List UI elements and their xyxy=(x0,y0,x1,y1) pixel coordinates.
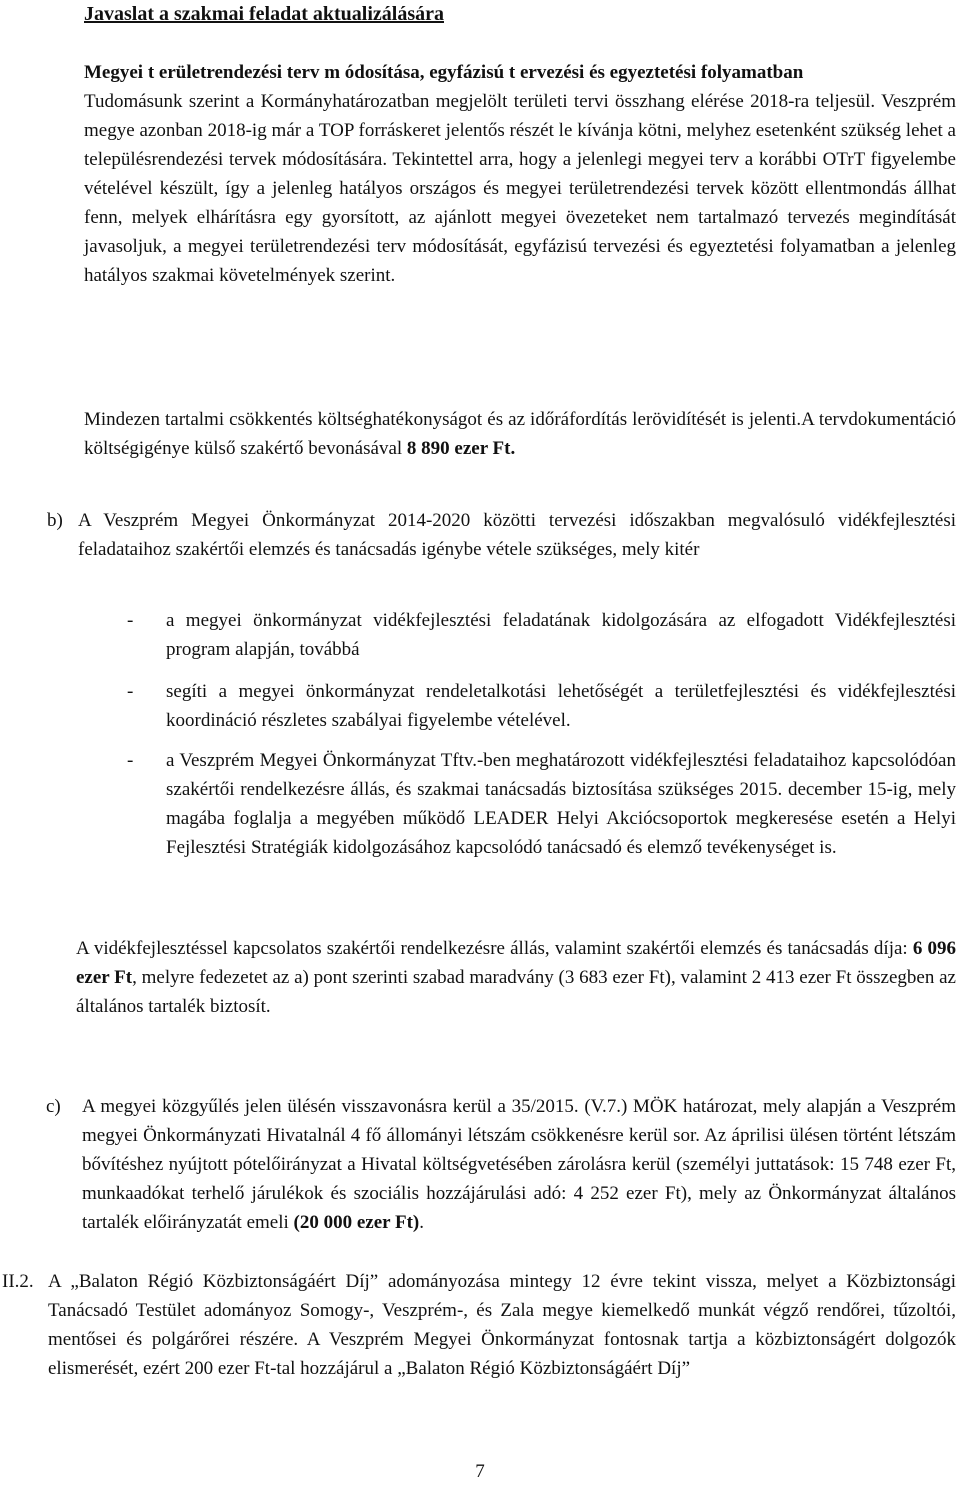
section-ii2-marker: II.2. xyxy=(2,1271,34,1292)
section-a xyxy=(84,58,956,290)
bullet-marker: - xyxy=(127,750,134,771)
bullet-marker: - xyxy=(127,681,134,702)
section-a-paragraph: Tudomásunk szerint a Kormányhatározatban megjelölt területi tervi összhang elérése 2018-ra teljesül. Veszprém megye azonban 2018-ig már a TOP forráskeret jelentős részét le kívánja kötni, melyhez esetenként szükség lehet a településrendezési tervek módosítására. Tekintettel arra, hogy a jelenlegi megyei terv a korábbi OTrT figyelembe vételével készült, így a jelenleg hatályos országos és megyei területrendezési tervek között ellentmondás állhat fenn, melyek elhárításra egy gyorsított, az ajánlott megyei övezeteket nem tartalmazó tervezés megindítását javasoljuk, a megyei területrendezési terv módosítását, egyfázisú tervezési és egyeztetési folyamatban a jelenleg hatályos szakmai követelmények szerint. xyxy=(84,91,956,286)
section-c-text: . xyxy=(419,1212,425,1233)
fee-text: A vidékfejlesztéssel kapcsolatos szakértői rendelkezésre állás, valamint szakértői elemzés és tanácsadás díja: xyxy=(76,938,913,959)
section-b-intro: A Veszprém Megyei Önkormányzat 2014-2020 közötti tervezési időszakban megvalósuló vidékfejlesztési feladataihoz szakértői elemzés és tanácsadás igénybe vétele szükséges, mely kitér xyxy=(78,510,956,560)
section-a-cost-paragraph xyxy=(84,405,956,463)
section-b-fee-paragraph xyxy=(76,934,956,1021)
fee-amount: 6 096 ezer Ft xyxy=(76,938,956,988)
page-number: 7 xyxy=(475,1461,485,1482)
section-c-paragraph xyxy=(82,1092,956,1237)
section-c-text: A megyei közgyűlés jelen ülésén visszavonásra kerül a 35/2015. (V.7.) MÖK határozat, mely alapján a Veszprém megyei Önkormányzati Hivatalnál 4 fő állományi létszám csökkenésre kerül sor. Az áprilisi ülésen történt létszám bővítéshez nyújtott pótelőirányzat a Hivatal költségvetésében zárolásra kerül (személyi juttatások: 15 748 ezer Ft, munkaadókat terhelő járulékok és szociális hozzájárulási adó: 4 252 ezer Ft), mely az Önkormányzat általános tartalék előirányzatát emeli xyxy=(82,1096,956,1233)
section-c-amount: (20 000 ezer Ft) xyxy=(293,1212,420,1233)
bullet-item: a Veszprém Megyei Önkormányzat Tftv.-ben meghatározott vidékfejlesztési feladataihoz kapcsolódóan szakértői rendelkezésre állás, és szakmai tanácsadás biztosítása szükséges 2015. december 15-ig, mely magába foglalja a megyében működő LEADER Helyi Akciócsoportok megkeresése esetén a Helyi Fejlesztési Stratégiák kidolgozásához kapcsolódó tanácsadó és elemző tevékenységet is. xyxy=(166,750,956,858)
section-b-marker: b) xyxy=(47,510,63,531)
section-ii2-paragraph: A „Balaton Régió Közbiztonságáért Díj” adományozása mintegy 12 évre tekint vissza, melyet a Közbiztonsági Tanácsadó Testület adományoz Somogy-, Veszprém-, és Zala megye kiemelkedő munkát végző rendőrei, tűzoltói, mentősei és polgárőrei részére. A Veszprém Megyei Önkormányzat fontosnak tartja a közbiztonságért dolgozók elismerését, ezért 200 ezer Ft-tal hozzájárul a „Balaton Régió Közbiztonságáért Díj” xyxy=(48,1271,956,1379)
bullet-marker: - xyxy=(127,610,134,631)
section-heading: Javaslat a szakmai feladat aktualizálására xyxy=(84,3,444,25)
cost-amount: 8 890 ezer Ft. xyxy=(406,438,516,459)
fee-text: , melyre fedezetet az a) pont szerinti szabad maradvány (3 683 ezer Ft), valamint 2 413 ezer Ft összegben az általános tartalék biztosít. xyxy=(76,967,956,1017)
bullet-item: a megyei önkormányzat vidékfejlesztési feladatának kidolgozására az elfogadott Vidékfejlesztési program alapján, továbbá xyxy=(166,610,956,660)
bullet-item: segíti a megyei önkormányzat rendeletalkotási lehetőségét a területfejlesztési és vidékfejlesztési koordináció részletes szabályai figyelembe vételével. xyxy=(166,681,956,731)
section-c-marker: c) xyxy=(46,1096,61,1117)
cost-text: Mindezen tartalmi csökkentés költséghatékonyságot és az időráfordítás lerövidítését is jelenti.A tervdokumentáció költségigénye külső szakértő bevonásával xyxy=(84,409,956,459)
section-a-subtitle: Megyei t erületrendezési terv m ódosítása, egyfázisú t ervezési és egyeztetési folyamatban xyxy=(84,62,804,83)
